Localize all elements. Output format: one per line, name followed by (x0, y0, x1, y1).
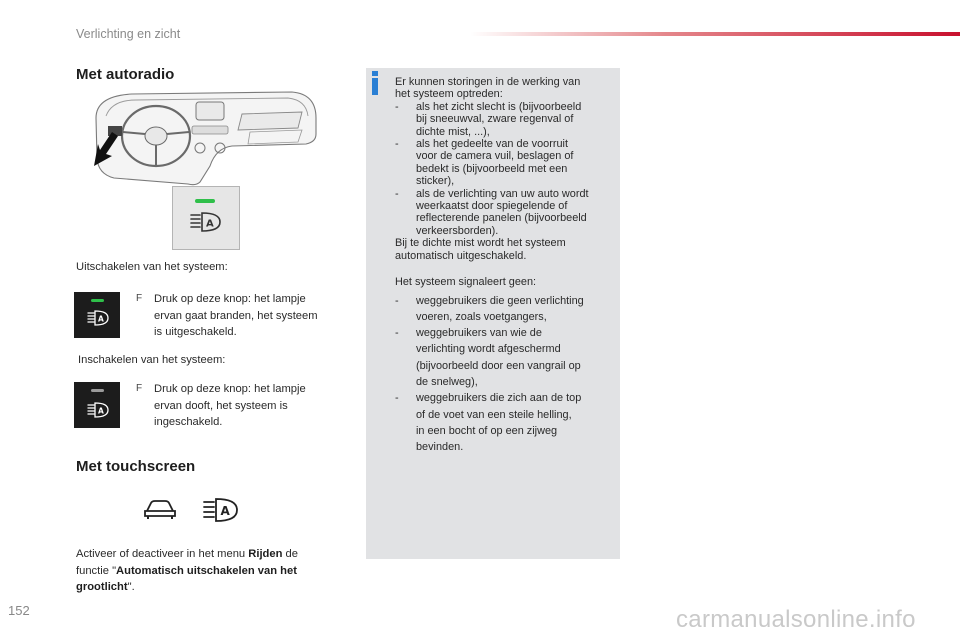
auto-high-beam-icon (87, 402, 109, 418)
led-green-indicator (195, 199, 215, 203)
auto-high-beam-icon (190, 211, 222, 233)
section-title-touchscreen: Met touchscreen (76, 458, 196, 475)
info-icon (368, 71, 382, 95)
led-green-indicator (91, 299, 104, 302)
svg-text:A: A (98, 406, 104, 416)
svg-text:A: A (98, 314, 104, 324)
bullet-icon: F (136, 293, 143, 304)
section-title-autoradio: Met autoradio (76, 66, 175, 83)
svg-text:A: A (220, 504, 230, 518)
info-list-item: - als de verlichting van uw auto wordt weerkaatst door spiegelende of reflecterende panelen (bijvoorbeeld verkeersborden). (395, 187, 589, 237)
info-list-item: - weggebruikers die zich aan de top of de voet van een steile helling, in een bocht of op een zijweg bevinden. (395, 392, 582, 454)
auto-high-beam-icon (203, 497, 239, 523)
disable-label: Uitschakelen van het systeem: (76, 261, 228, 273)
button-closeup-illustration (172, 186, 240, 250)
button-led-on-illustration (74, 292, 120, 338)
enable-instructions: Druk op deze knop: het lampje ervan dooft, het systeem is ingeschakeld. (154, 383, 306, 428)
watermark: carmanualsonline.info (676, 606, 916, 633)
page-number: 152 (8, 603, 30, 618)
disable-instructions: Druk op deze knop: het lampje ervan gaat branden, het systeem is uitgeschakeld. (154, 293, 318, 338)
button-led-off-illustration (74, 382, 120, 428)
info-list-item: - weggebruikers van wie de verlichting wordt afgeschermd (bijvoorbeeld door een vangrail op de snelweg), (395, 327, 581, 388)
info-text: Er kunnen storingen in de werking van het systeem optreden: - als het zicht slecht is (bijvoorbeeld bij sneeuwval, zware regenval of dichte mist, ...), - als het gedeelte van de voorruit voor de camera vuil, beslagen of bedekt is (bijvoorbeeld met een sticker), - als de verlichting van uw auto wordt weerkaatst door spiegelende of reflecterende panelen (bijvoorbeeld verkeersborden). Bij te dichte mist wordt het systeem automatisch uitgeschakeld. Het systeem signaleert geen: - weggebruikers die geen verlichting voeren, zoals voetgangers, - weggebruikers van wie de verlichting wordt afgeschermd (bijvoorbeeld door een vangrail op de snelweg), - weggebruikers die zich aan de top of de voet van een steile helling, in een bocht of op een zijweg bevinden. (395, 76, 617, 455)
car-driving-icon (144, 500, 176, 520)
info-list-item: - als het zicht slecht is (bijvoorbeeld bij sneeuwval, zware regenval of dichte mist, ...), (395, 100, 582, 138)
bullet-icon: F (136, 383, 143, 394)
header-accent-bar (470, 32, 960, 36)
dashboard-illustration (92, 88, 320, 186)
auto-high-beam-icon (87, 310, 109, 326)
touchscreen-instructions: Activeer of deactiveer in het menu Rijden de functie "Automatisch uitschakelen van het grootlicht". (76, 548, 299, 593)
info-list-item: - als het gedeelte van de voorruit voor de camera vuil, beslagen of bedekt is (bijvoorbeeld met een sticker), (395, 138, 574, 188)
header-title: Verlichting en zicht (76, 27, 181, 41)
info-list-item: - weggebruikers die geen verlichting voeren, zoals voetgangers, (395, 294, 584, 323)
led-off-indicator (91, 389, 104, 392)
svg-text:A: A (206, 218, 214, 230)
enable-label: Inschakelen van het systeem: (78, 354, 226, 366)
